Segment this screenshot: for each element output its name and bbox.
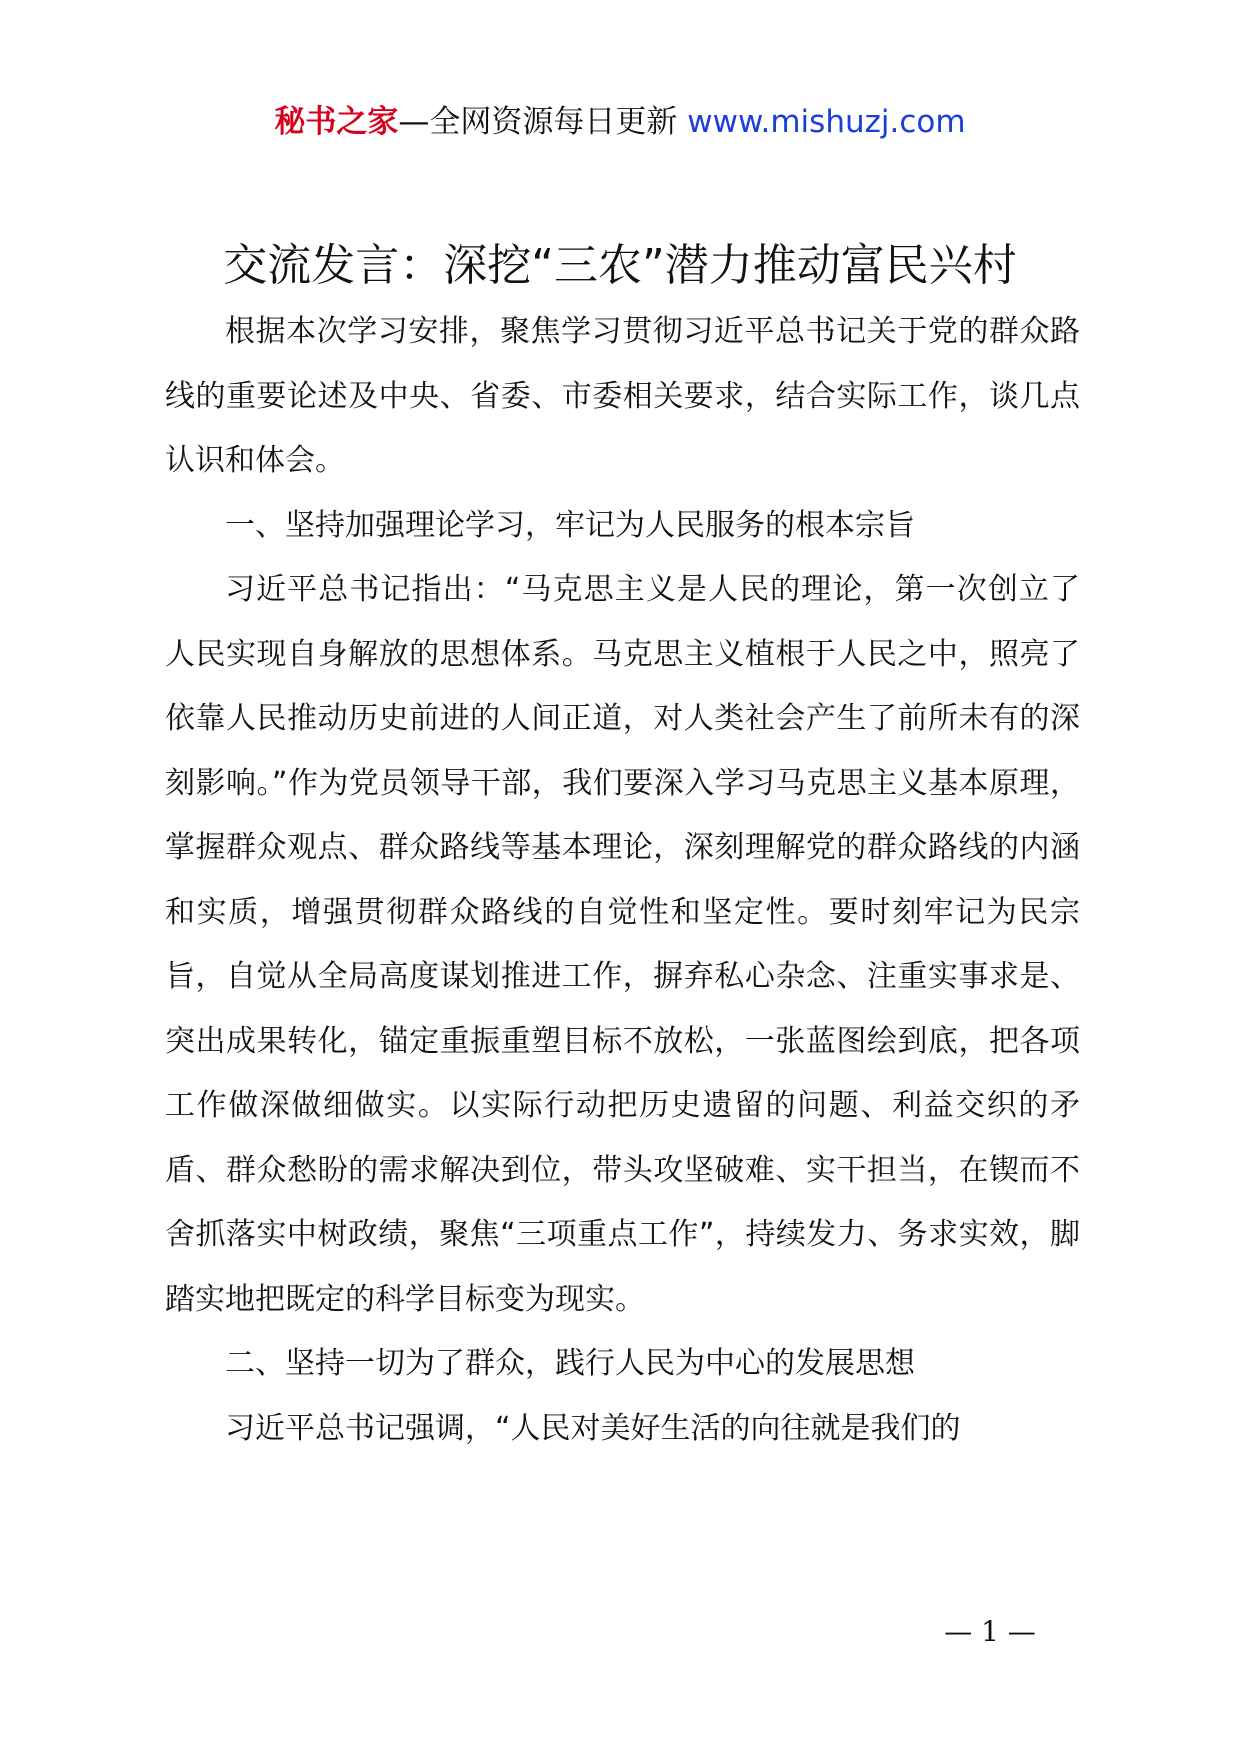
document-title: 交流发言：深挖“三农”潜力推动富民兴村	[223, 240, 1017, 291]
section-1-paragraph: 习近平总书记指出：“马克思主义是人民的理论，第一次创立了人民实现自身解放的思想体系。马克思主义植根于人民之中，照亮了依靠人民推动历史前进的人间正道，对人类社会产生了前所未有的深刻影响。”作为党员领导干部，我们要深入学习马克思主义基本原理，掌握群众观点、群众路线等基本理论，深刻理解党的群众路线的内涵和实质，增强贯彻群众路线的自觉性和坚定性。要时刻牢记为民宗旨，自觉从全局高度谋划推进工作，摒弃私心杂念、注重实事求是、突出成果转化，锚定重振重塑目标不放松，一张蓝图绘到底，把各项工作做深做细做实。以实际行动把历史遗留的问题、利益交织的矛盾、群众愁盼的需求解决到位，带头攻坚破难、实干担当，在锲而不舍抓落实中树政绩，聚焦“三项重点工作”，持续发力、务求实效，脚踏实地把既定的科学目标变为现实。	[165, 572, 1080, 1317]
site-header	[0, 100, 1240, 144]
site-tagline: —全网资源每日更新	[398, 104, 678, 140]
page-number: — 1 —	[944, 1615, 1036, 1648]
intro-paragraph: 根据本次学习安排，聚焦学习贯彻习近平总书记关于党的群众路线的重要论述及中央、省委、市委相关要求，结合实际工作，谈几点认识和体会。	[165, 314, 1080, 478]
section-heading-1: 一、坚持加强理论学习，牢记为人民服务的根本宗旨	[225, 507, 915, 543]
document-body	[165, 300, 1080, 1461]
section-heading-2: 二、坚持一切为了群众，践行人民为中心的发展思想	[225, 1346, 915, 1381]
site-brand: 秘书之家	[274, 104, 399, 140]
section-2-paragraph: 习近平总书记强调，“人民对美好生活的向往就是我们的	[225, 1410, 961, 1446]
site-url-link[interactable]: www.mishuzj.com	[687, 104, 966, 140]
